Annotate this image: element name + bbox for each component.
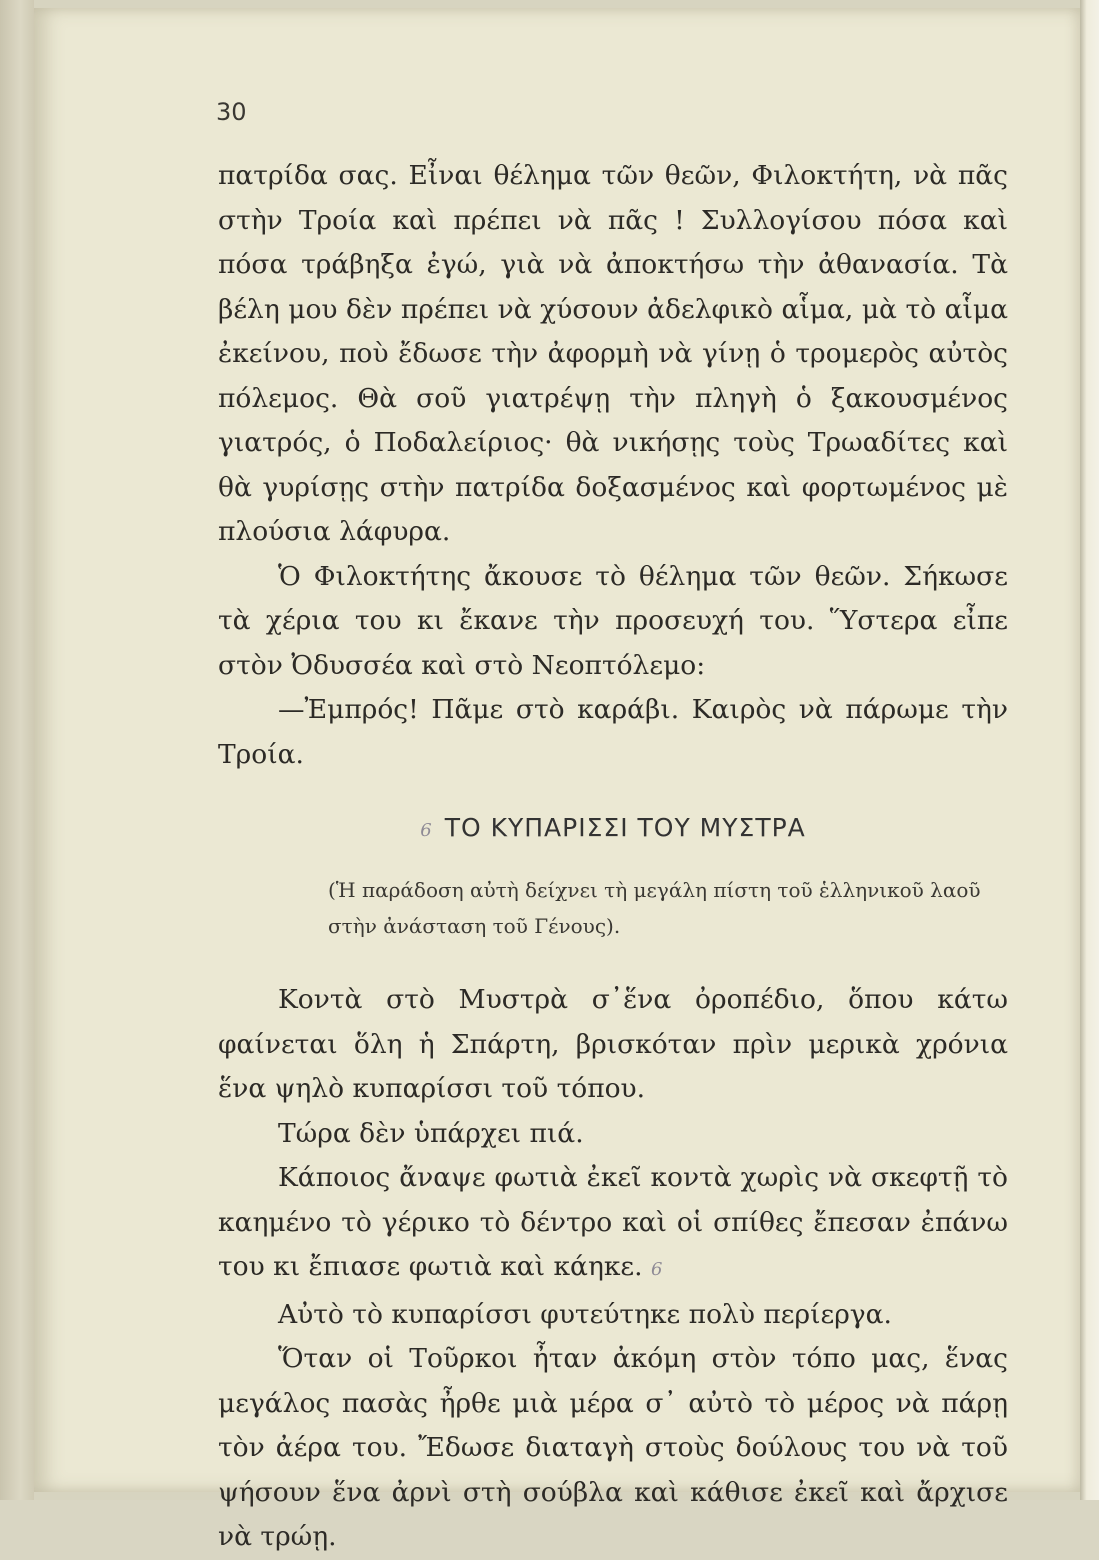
paragraph-8: Ὅταν οἱ Τοῦρκοι ἦταν ἀκόμη στὸν τόπο μας, ἕνας μεγάλος πασὰς ἦρθε μιὰ μέρα σ᾽ αὐτὸ τὸ μέρος νὰ πάρῃ τὸν ἀέρα του. Ἔδωσε διαταγὴ στοὺς δούλους του νὰ τοῦ ψήσουν ἕνα ἀρνὶ στὴ σούβλα καὶ κάθισε ἐκεῖ καὶ ἄρχισε νὰ τρώῃ.	[218, 1343, 1008, 1552]
paragraph-6-text: Κάποιος ἄναψε φωτιὰ ἐκεῖ κοντὰ χωρὶς νὰ σκεφτῇ τὸ καημένο τὸ γέρικο τὸ δέντρο καὶ οἱ σπίθες ἔπεσαν ἐπάνω του κι ἔπιασε φωτιὰ καὶ κάηκε.	[218, 1162, 1008, 1282]
paragraph-1: πατρίδα σας. Εἶναι θέλημα τῶν θεῶν, Φιλοκτήτη, νὰ πᾶς στὴν Τροία καὶ πρέπει νὰ πᾶς ! Συλλογίσου πόσα καὶ πόσα τράβηξα ἐγώ, γιὰ νὰ ἀποκτήσω τὴν ἀθανασία. Τὰ βέλη μου δὲν πρέπει νὰ χύσουν ἀδελφικὸ αἷμα, μὰ τὸ αἷμα ἐκείνου, ποὺ ἔδωσε τὴν ἀφορμὴ νὰ γίνῃ ὁ τρομερὸς αὐτὸς πόλεμος. Θὰ σοῦ γιατρέψῃ τὴν πληγὴ ὁ ξακουσμένος γιατρός, ὁ Ποδαλείριος· θὰ νικήσῃς τοὺς Τρωαδίτες καὶ θὰ γυρίσῃς στὴν πατρίδα δοξασμένος καὶ φορτωμένος μὲ πλούσια λάφυρα.	[218, 160, 1008, 547]
page-number: 30	[216, 98, 247, 126]
section-subtitle: (Ἡ παράδοση αὐτὴ δείχνει τὴ μεγάλη πίστη τοῦ ἑλληνικοῦ λαοῦ στὴν ἀνάσταση τοῦ Γένους).	[328, 878, 981, 938]
paragraph-3: —Ἐμπρός! Πᾶμε στὸ καράβι. Καιρὸς νὰ πάρωμε τὴν Τροία.	[218, 694, 1008, 770]
paragraph-5: Τώρα δὲν ὑπάρχει πιά.	[278, 1117, 584, 1149]
page-right-edge	[1080, 0, 1099, 1500]
section-heading-text: ΤΟ ΚΥΠΑΡΙΣΣΙ ΤΟΥ ΜΥΣΤΡΑ	[444, 813, 806, 842]
page-content	[218, 98, 1008, 1560]
paragraph-2: Ὁ Φιλοκτήτης ἄκουσε τὸ θέλημα τῶν θεῶν. Σήκωσε τὰ χέρια του κι ἔκανε τὴν προσευχή του. Ὕστερα εἶπε στὸν Ὀδυσσέα καὶ στὸ Νεοπτόλεμο:	[218, 560, 1008, 681]
pencil-mark-2: 6	[650, 1259, 663, 1280]
paragraph-7: Αὐτὸ τὸ κυπαρίσσι φυτεύτηκε πολὺ περίεργα.	[278, 1298, 892, 1330]
book-binding	[0, 0, 34, 1500]
paragraph-6	[218, 1156, 1008, 1293]
section-heading	[218, 813, 1008, 842]
subtitle-block	[218, 872, 1008, 944]
paragraph-4: Κοντὰ στὸ Μυστρὰ σ᾽ἕνα ὀροπέδιο, ὅπου κάτω φαίνεται ὅλη ἡ Σπάρτη, βρισκόταν πρὶν μερικὰ χρόνια ἕνα ψηλὸ κυπαρίσσι τοῦ τόπου.	[218, 984, 1008, 1104]
pencil-mark: 6	[420, 820, 433, 841]
